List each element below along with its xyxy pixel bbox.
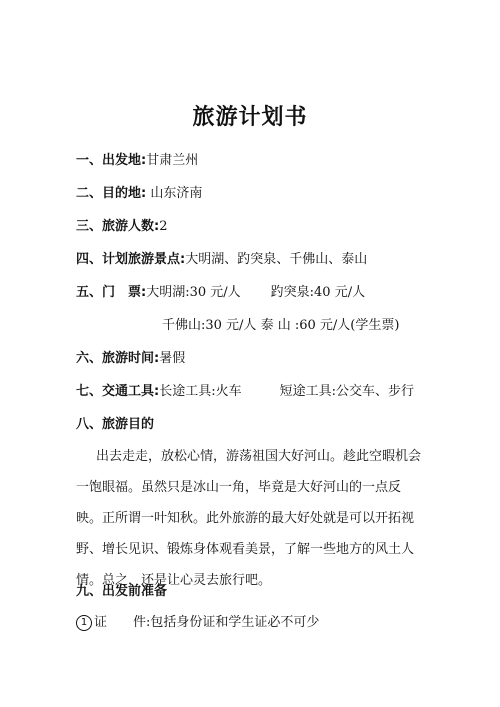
departure-value: 甘肃兰州 <box>146 153 199 168</box>
tickets-label: 五、门 票: <box>76 285 147 300</box>
spots-label: 四、计划旅游景点: <box>76 252 186 267</box>
ticket-daminghu: 大明湖:30 元/人 <box>146 285 241 300</box>
purpose-heading: 八、旅游目的 <box>76 417 155 432</box>
prep-item-1-label: 证 件: <box>94 615 151 630</box>
transport-line <box>76 383 414 401</box>
departure-line <box>76 152 198 170</box>
prep-item-1-value: 包括身份证和学生证必不可少 <box>150 615 320 630</box>
transport-long: 长途工具:火车 <box>159 384 242 399</box>
people-label: 三、旅游人数: <box>76 219 160 234</box>
purpose-paragraph: 出去走走，放松心情，游荡祖国大好河山。趁此空暇机会一饱眼福。虽然只是冰山一角，毕竟是大好河山的一点反映。正所谓一叶知秋。此外旅游的最大好处就是可以开拓视野、增长见识、锻炼身体观看美景，了解一些地方的风土人情。总之，还是让心灵去旅行吧。 <box>76 449 422 588</box>
people-line <box>76 218 167 236</box>
destination-value: 山东济南 <box>146 186 203 201</box>
tickets-line-2 <box>162 317 399 335</box>
circled-number: 1 <box>76 615 92 631</box>
people-value: 2 <box>159 219 168 234</box>
page-title: 旅游计划书 <box>192 105 308 130</box>
tickets-line <box>76 284 365 302</box>
prep-heading: 九、出发前准备 <box>76 584 168 599</box>
ticket-qianfoshan-taishan: 千佛山:30 元/人 泰 山 :60 元/人(学生票) <box>162 318 400 333</box>
transport-short: 短途工具:公交车、步行 <box>279 384 414 399</box>
time-label: 六、旅游时间: <box>76 351 160 366</box>
destination-label: 二、目的地: <box>76 186 147 201</box>
ticket-baotuquan: 趵突泉:40 元/人 <box>270 285 366 300</box>
destination-line <box>76 185 202 203</box>
time-line <box>76 350 185 368</box>
spots-value: 大明湖、趵突泉、千佛山、泰山 <box>185 252 368 267</box>
prep-item-1 <box>76 614 319 632</box>
departure-label: 一、出发地: <box>76 153 147 168</box>
transport-label: 七、交通工具: <box>76 384 160 399</box>
time-value: 暑假 <box>159 351 186 366</box>
spots-line <box>76 251 367 269</box>
